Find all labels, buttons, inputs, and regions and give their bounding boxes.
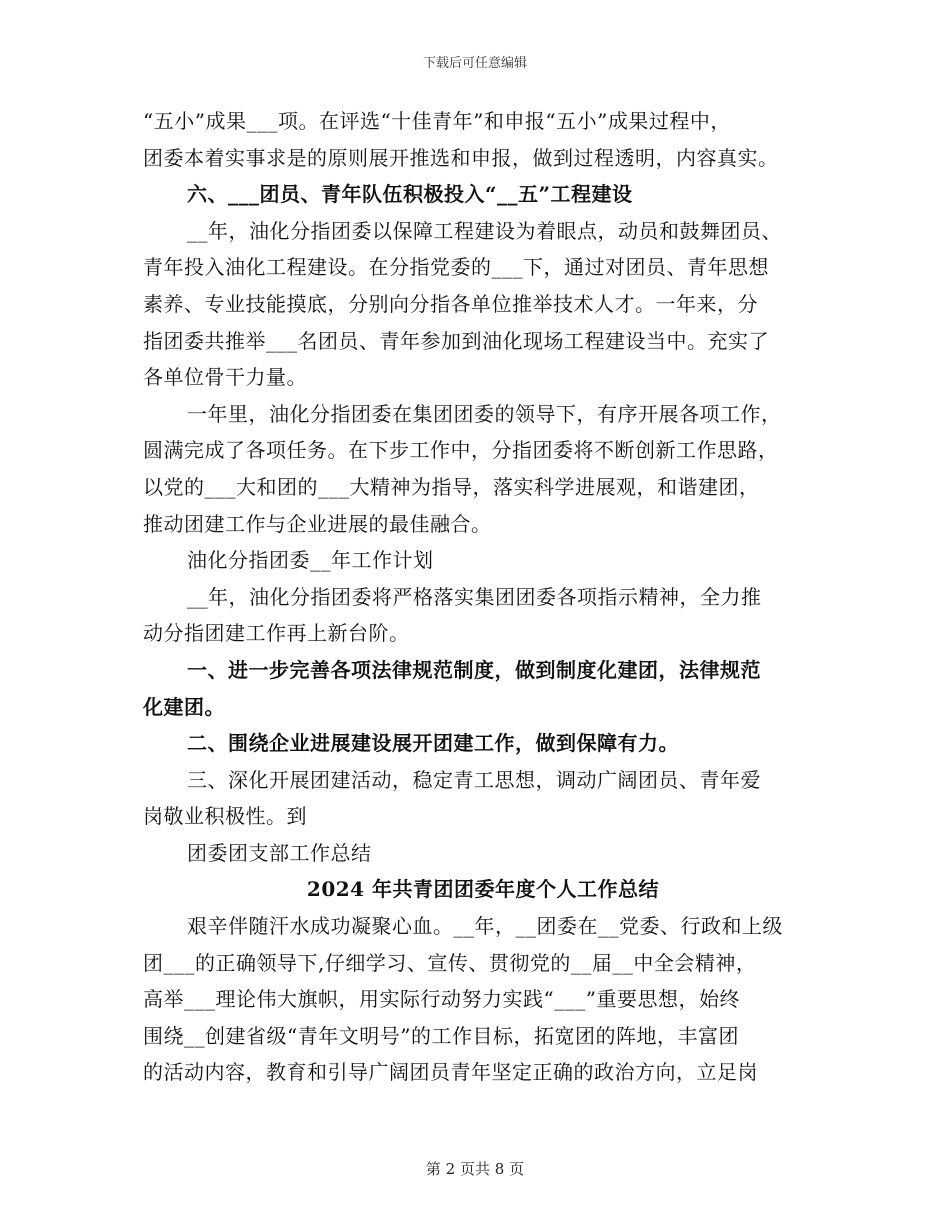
text-line: 团委团支部工作总结 <box>187 840 372 865</box>
text-line: 三、深化开展团建活动，稳定青工思想，调动广阔团员、青年爱 <box>187 767 761 792</box>
document-body <box>143 103 823 1091</box>
text-line: 推动团建工作与企业进展的最佳融合。 <box>143 511 492 536</box>
text-line: 二、围绕企业进展建设展开团建工作，做到保障有力。 <box>187 731 679 756</box>
text-line: __年，油化分指团委以保障工程建设为着眼点，动员和鼓舞团员、 <box>187 218 782 243</box>
page-header: 下载后可任意编辑 <box>422 56 527 71</box>
text-line: 的活动内容，教育和引导广阔团员青年坚定正确的政治方向，立足岗 <box>143 1060 758 1085</box>
text-line: 一、进一步完善各项法律规范制度，做到制度化建团，法律规范 <box>187 657 761 682</box>
text-line: 动分指团建工作再上新台阶。 <box>143 621 410 646</box>
text-line: 素养、专业技能摸底，分别向分指各单位推举技术人才。一年来，分 <box>143 291 758 316</box>
text-line: 化建团。 <box>143 694 225 719</box>
text-line: 圆满完成了各项任务。在下步工作中，分指团委将不断创新工作思路， <box>143 438 779 463</box>
text-line: 团___的正确领导下,仔细学习、宣传、贯彻党的__届__中全会精神， <box>143 950 757 975</box>
text-line: 艰辛伴随汗水成功凝聚心血。__年，__团委在__党委、行政和上级 <box>187 914 783 939</box>
page-footer: 第 2 页共 8 页 <box>425 1160 525 1178</box>
text-line: 指团委共推举___名团员、青年参加到油化现场工程建设当中。充实了 <box>143 328 769 353</box>
section-title: 2024 年共青团团委年度个人工作总结 <box>306 877 660 902</box>
text-line: 以党的___大和团的___大精神为指导，落实科学进展观，和谐建团， <box>143 474 760 499</box>
text-line: 一年里，油化分指团委在集团团委的领导下，有序开展各项工作， <box>187 401 782 426</box>
text-line: 团委本着实事求是的原则展开推选和申报，做到过程透明，内容真实。 <box>143 145 779 170</box>
text-line: 围绕__创建省级“青年文明号”的工作目标，拓宽团的阵地，丰富团 <box>143 1023 739 1048</box>
text-line: “五小”成果___项。在评选“十佳青年”和申报“五小”成果过程中， <box>143 109 731 133</box>
text-line: 青年投入油化工程建设。在分指党委的___下，通过对团员、青年思想 <box>143 255 769 280</box>
text-line: 各单位骨干力量。 <box>143 365 307 390</box>
text-line: 高举___理论伟大旗帜，用实际行动努力实践“___”重要思想，始终 <box>143 987 740 1012</box>
text-line: 六、___团员、青年队伍积极投入“__五”工程建设 <box>187 182 633 207</box>
text-line: 岗敬业积极性。到 <box>143 804 307 829</box>
text-line: 油化分指团委__年工作计划 <box>187 548 434 573</box>
text-line: __年，油化分指团委将严格落实集团团委各项指示精神，全力推 <box>187 584 762 609</box>
